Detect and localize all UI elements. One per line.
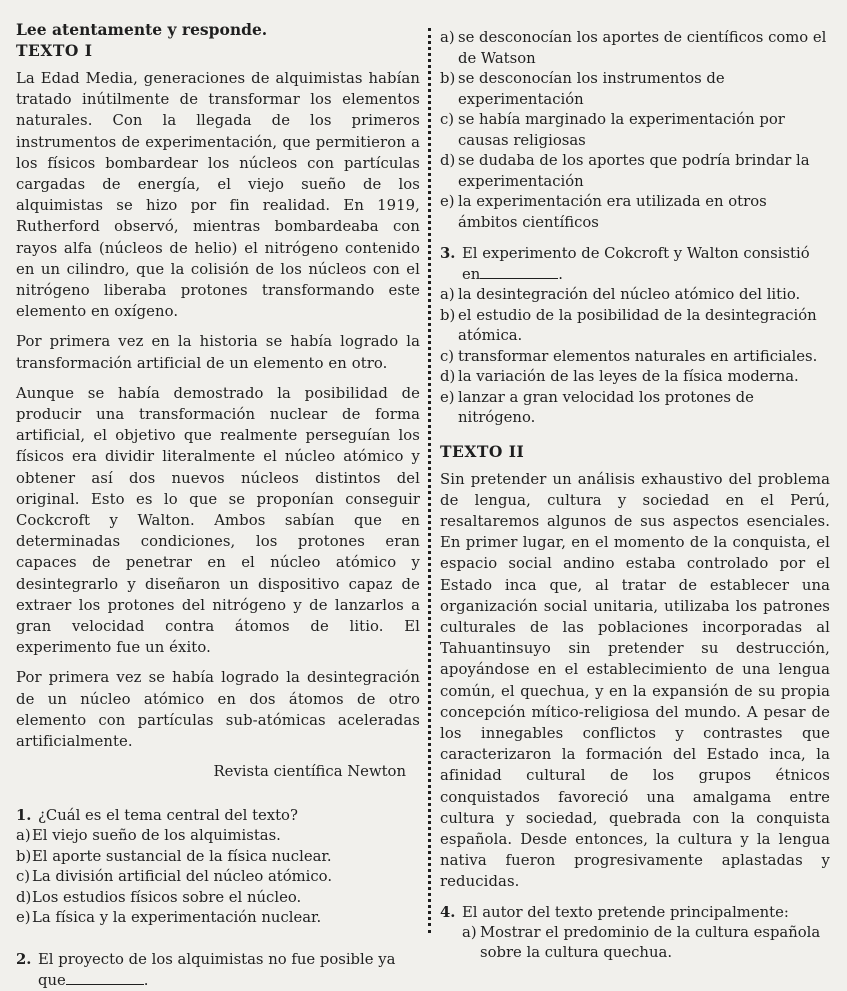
- question-3-stem: [440, 243, 830, 264]
- question-4: [440, 902, 830, 964]
- question-text: El proyecto de los alquimistas no fue posible ya: [38, 950, 396, 968]
- texto1-paragraph-1: La Edad Media, generaciones de alquimistas habían tratado inútilmente de transformar los elementos naturales. Con la llegada de los primeros instrumentos de experimentación, que permitieron a los físicos bombardear los núcleos con partículas cargadas de energía, el viejo sueño de los alquimistas se hizo por fin realidad. En 1919, Rutherford observó, mientras bombardeaba con rayos alfa (núcleos de helio) el nitrógeno contenido en un cilindro, que la colisión de los núcleos con el nitrógeno liberaba protones transformando este elemento en oxígeno.: [16, 70, 420, 321]
- question-3-stem-continued: en .: [462, 266, 564, 283]
- texto1-title: TEXTO I: [16, 41, 93, 60]
- option-d[interactable]: d) la variación de las leyes de la física moderna.: [440, 368, 799, 385]
- option-a[interactable]: a) Mostrar el predominio de la cultura española sobre la cultura quechua.: [462, 923, 821, 962]
- question-3-options: [440, 285, 830, 429]
- question-text: El autor del texto pretende principalmente:: [462, 903, 789, 921]
- question-number: 1.: [16, 807, 32, 825]
- option-a[interactable]: a) la desintegración del núcleo atómico del litio.: [440, 286, 801, 303]
- option-d[interactable]: d) se dudaba de los aportes que podría brindar la experimentación: [440, 152, 810, 190]
- texto2-paragraph: Sin pretender un análisis exhaustivo del problema de lengua, cultura y sociedad en el Perú, resaltaremos algunos de sus aspectos esenciales. En primer lugar, en el momento de la conquista, el espacio social andino estaba controlado por el Estado inca que, al tratar de establecer una organización social unitaria, utilizaba los patrones culturales de las poblaciones incorporadas al Tahuantinsuyo sin pretender su destrucción, apoyándose en el establecimiento de una lengua común, el quechua, y en la expansión de su propia concepción mítico-religiosa del mundo. A pesar de los innegables conflictos y contrastes que caracterizaron la formación del Estado inca, la afinidad cultural de los grupos étnicos conquistados favoreció una amalgama entre cultura y sociedad, quebrada con la conquista española. Desde entonces, la cultura y la lengua nativa fueron progresivamente aplastadas y reducidas.: [440, 470, 830, 891]
- answer-blank[interactable]: [480, 264, 558, 279]
- option-b[interactable]: b) se desconocían los instrumentos de experimentación: [440, 70, 725, 108]
- option-b[interactable]: b) El aporte sustancial de la física nuclear.: [16, 847, 332, 865]
- texto1-paragraph-2: Por primera vez en la historia se había logrado la transformación artificial de un elemento en otro.: [16, 333, 420, 372]
- question-4-stem: [440, 902, 830, 923]
- question-text: El experimento de Cokcroft y Walton consistió: [462, 245, 810, 262]
- option-a[interactable]: a) El viejo sueño de los alquimistas.: [16, 827, 281, 845]
- option-e[interactable]: e) lanzar a gran velocidad los protones de nitrógeno.: [440, 388, 754, 426]
- right-column: [440, 28, 830, 964]
- question-1-options: [16, 826, 420, 929]
- question-number: 2.: [16, 950, 32, 968]
- question-1: [16, 805, 420, 929]
- answer-blank[interactable]: [66, 970, 144, 985]
- option-d[interactable]: d) Los estudios físicos sobre el núcleo.: [16, 888, 302, 906]
- option-c[interactable]: c) La división artificial del núcleo atómico.: [16, 868, 333, 886]
- option-b[interactable]: b) el estudio de la posibilidad de la desintegración atómica.: [440, 306, 817, 344]
- question-2-options: [440, 28, 830, 233]
- texto1-source: Revista científica Newton: [213, 763, 406, 781]
- instructions: Lee atentamente y responde.: [16, 20, 268, 39]
- question-4-options: [440, 923, 830, 964]
- texto2: [440, 441, 830, 893]
- option-a[interactable]: a) se desconocían los aportes de científicos como el de Watson: [440, 29, 827, 67]
- option-e[interactable]: e) La física y la experimentación nuclear.: [16, 909, 322, 927]
- question-3: [440, 243, 830, 429]
- left-column: [16, 20, 420, 991]
- option-c[interactable]: c) transformar elementos naturales en artificiales.: [440, 347, 818, 365]
- question-2-stem: [16, 949, 420, 970]
- option-e[interactable]: e) la experimentación era utilizada en otros ámbitos científicos: [440, 193, 767, 231]
- question-number: 4.: [440, 903, 456, 921]
- texto1-paragraph-4: Por primera vez se había logrado la desintegración de un núcleo atómico en dos átomos de otro elemento con partículas sub-atómicas aceleradas artificialmente.: [16, 669, 420, 751]
- question-text: ¿Cuál es el tema central del texto?: [38, 807, 298, 825]
- texto1-paragraph-3: Aunque se había demostrado la posibilidad de producir una transformación nuclear de forma artificial, el objetivo que realmente perseguían los físicos era dividir literalmente el núcleo atómico y obtener así dos nuevos núcleos distintos del original. Esto es lo que se proponían conseguir Cockcroft y Walton. Ambos sabían que en determinadas condiciones, los protones eran capaces de penetrar en el núcleo atómico y desintegrarlo y diseñaron un dispositivo capaz de extraer los protones del nitrógeno y de lanzarlos a gran velocidad contra átomos de litio. El experimento fue un éxito.: [16, 384, 420, 657]
- column-divider: [428, 28, 431, 933]
- question-2: [16, 949, 420, 991]
- question-2-stem-continued: que .: [38, 971, 149, 989]
- question-number: 3.: [440, 245, 456, 262]
- question-1-stem: [16, 805, 420, 826]
- option-c[interactable]: c) se había marginado la experimentación por causas religiosas: [440, 111, 785, 149]
- texto2-title: TEXTO II: [440, 441, 525, 461]
